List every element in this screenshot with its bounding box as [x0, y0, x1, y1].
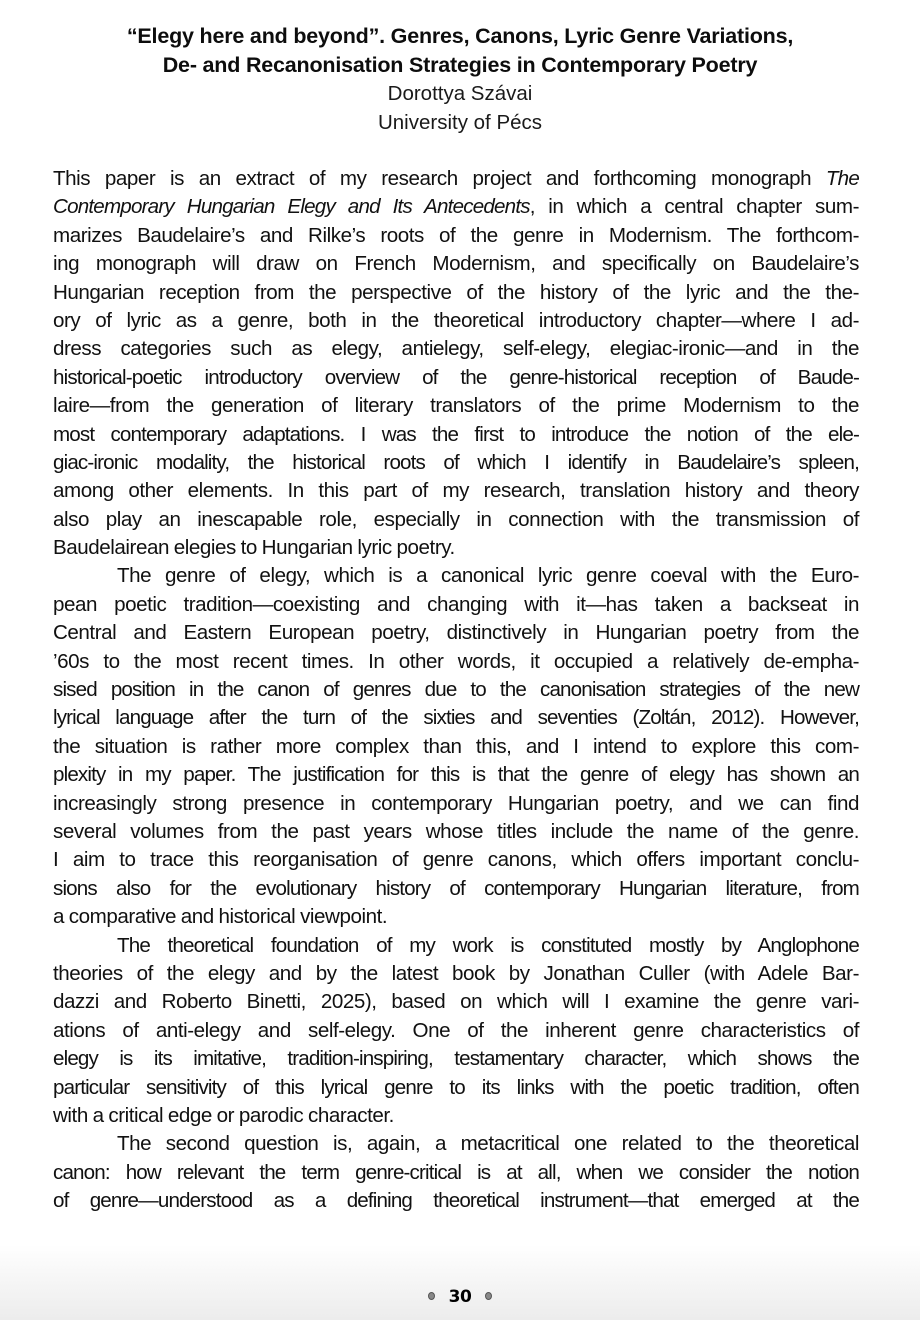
text-line: historical-poetic introductory overview of the genre-historical reception of Baude-: [53, 365, 859, 389]
text-line: sised position in the canon of genres due to the canonisation strategies of the new: [53, 678, 859, 702]
text-line: canon: how relevant the term genre-critical is at all, when we consider the notion: [53, 1160, 859, 1184]
author-affiliation: University of Pécs: [377, 110, 543, 134]
text-line: dazzi and Roberto Binetti, 2025), based on which will I examine the genre vari-: [53, 990, 859, 1014]
text-line: The second question is, again, a metacritical one related to the theoretical: [117, 1132, 859, 1156]
article-header: [0, 22, 920, 137]
text-line: elegy is its imitative, tradition-inspiring, testamentary character, which shows the: [53, 1047, 859, 1071]
article-title-line-1: “Elegy here and beyond”. Genres, Canons, Lyric Genre Variations,: [126, 24, 794, 48]
text-line: also play an inescapable role, especially in connection with the transmission of: [53, 507, 859, 531]
text-line: ations of anti-elegy and self-elegy. One of the inherent genre characteristics of: [53, 1018, 859, 1042]
text-line: sions also for the evolutionary history of contemporary Hungarian literature, from: [53, 876, 859, 900]
text-line: increasingly strong presence in contemporary Hungarian poetry, and we can find: [53, 791, 859, 815]
text-line: plexity in my paper. The justification for this is that the genre of elegy has shown an: [53, 763, 859, 787]
text-line: The theoretical foundation of my work is constituted mostly by Anglophone: [117, 933, 859, 957]
text-line: Central and Eastern European poetry, distinctively in Hungarian poetry from the: [53, 621, 859, 645]
bullet-dot-icon: [485, 1292, 492, 1300]
paragraph-2: [53, 562, 859, 931]
article-body: [53, 165, 859, 1215]
text-line: marizes Baudelaire’s and Rilke’s roots of the genre in Modernism. The forthcom-: [53, 223, 859, 247]
text-line: lyrical language after the turn of the sixties and seventies (Zoltán, 2012). However,: [53, 706, 859, 730]
page-footer: [0, 1285, 920, 1309]
text-line: Contemporary Hungarian Elegy and Its Antecedents, in which a central chapter sum-: [53, 195, 859, 219]
text-line: most contemporary adaptations. I was the first to introduce the notion of the ele-: [53, 422, 859, 446]
text-line: Baudelairean elegies to Hungarian lyric poetry.: [53, 536, 455, 560]
text-line: dress categories such as elegy, antielegy, self-elegy, elegiac-ironic—and in the: [53, 337, 859, 361]
book-title-italic: The: [825, 167, 859, 190]
text-line: the situation is rather more complex than this, and I intend to explore this com-: [53, 734, 859, 758]
text-line: laire—from the generation of literary translators of the prime Modernism to the: [53, 394, 859, 418]
article-title-line-2: De- and Recanonisation Strategies in Contemporary Poetry: [162, 53, 758, 77]
text-line: with a critical edge or parodic character.: [53, 1103, 394, 1127]
text-line: giac-ironic modality, the historical roots of which I identify in Baudelaire’s spleen,: [53, 450, 859, 474]
text-line: a comparative and historical viewpoint.: [53, 905, 388, 929]
text-line: among other elements. In this part of my research, translation history and theory: [53, 479, 859, 503]
text-line: theories of the elegy and by the latest book by Jonathan Culler (with Adele Bar-: [53, 961, 859, 985]
text-line: particular sensitivity of this lyrical genre to its links with the poetic tradition, often: [53, 1075, 859, 1099]
paragraph-4: [53, 1130, 859, 1215]
text-line: ing monograph will draw on French Modernism, and specifically on Baudelaire’s: [53, 252, 859, 276]
text-line: ory of lyric as a genre, both in the theoretical introductory chapter—where I ad-: [53, 308, 859, 332]
text-line: ’60s to the most recent times. In other words, it occupied a relatively de-empha-: [53, 649, 859, 673]
text-line: several volumes from the past years whose titles include the name of the genre.: [53, 819, 859, 843]
paragraph-3: [53, 932, 859, 1131]
book-title-italic: Contemporary Hungarian Elegy and Its Antecedents: [53, 195, 530, 219]
text-line: This paper is an extract of my research project and forthcoming monograph The: [53, 167, 859, 190]
author-name: Dorottya Szávai: [387, 82, 533, 105]
text-line: Hungarian reception from the perspective of the history of the lyric and the the-: [53, 280, 859, 304]
bullet-dot-icon: [428, 1292, 435, 1300]
page-number: 30: [448, 1287, 472, 1307]
paragraph-1: [53, 165, 859, 562]
text-line: I aim to trace this reorganisation of genre canons, which offers important conclu-: [53, 848, 859, 872]
text-line: The genre of elegy, which is a canonical lyric genre coeval with the Euro-: [117, 564, 859, 588]
text-line: pean poetic tradition—coexisting and changing with it—has taken a backseat in: [53, 592, 859, 616]
text-line: of genre—understood as a defining theoretical instrument—that emerged at the: [53, 1189, 859, 1213]
